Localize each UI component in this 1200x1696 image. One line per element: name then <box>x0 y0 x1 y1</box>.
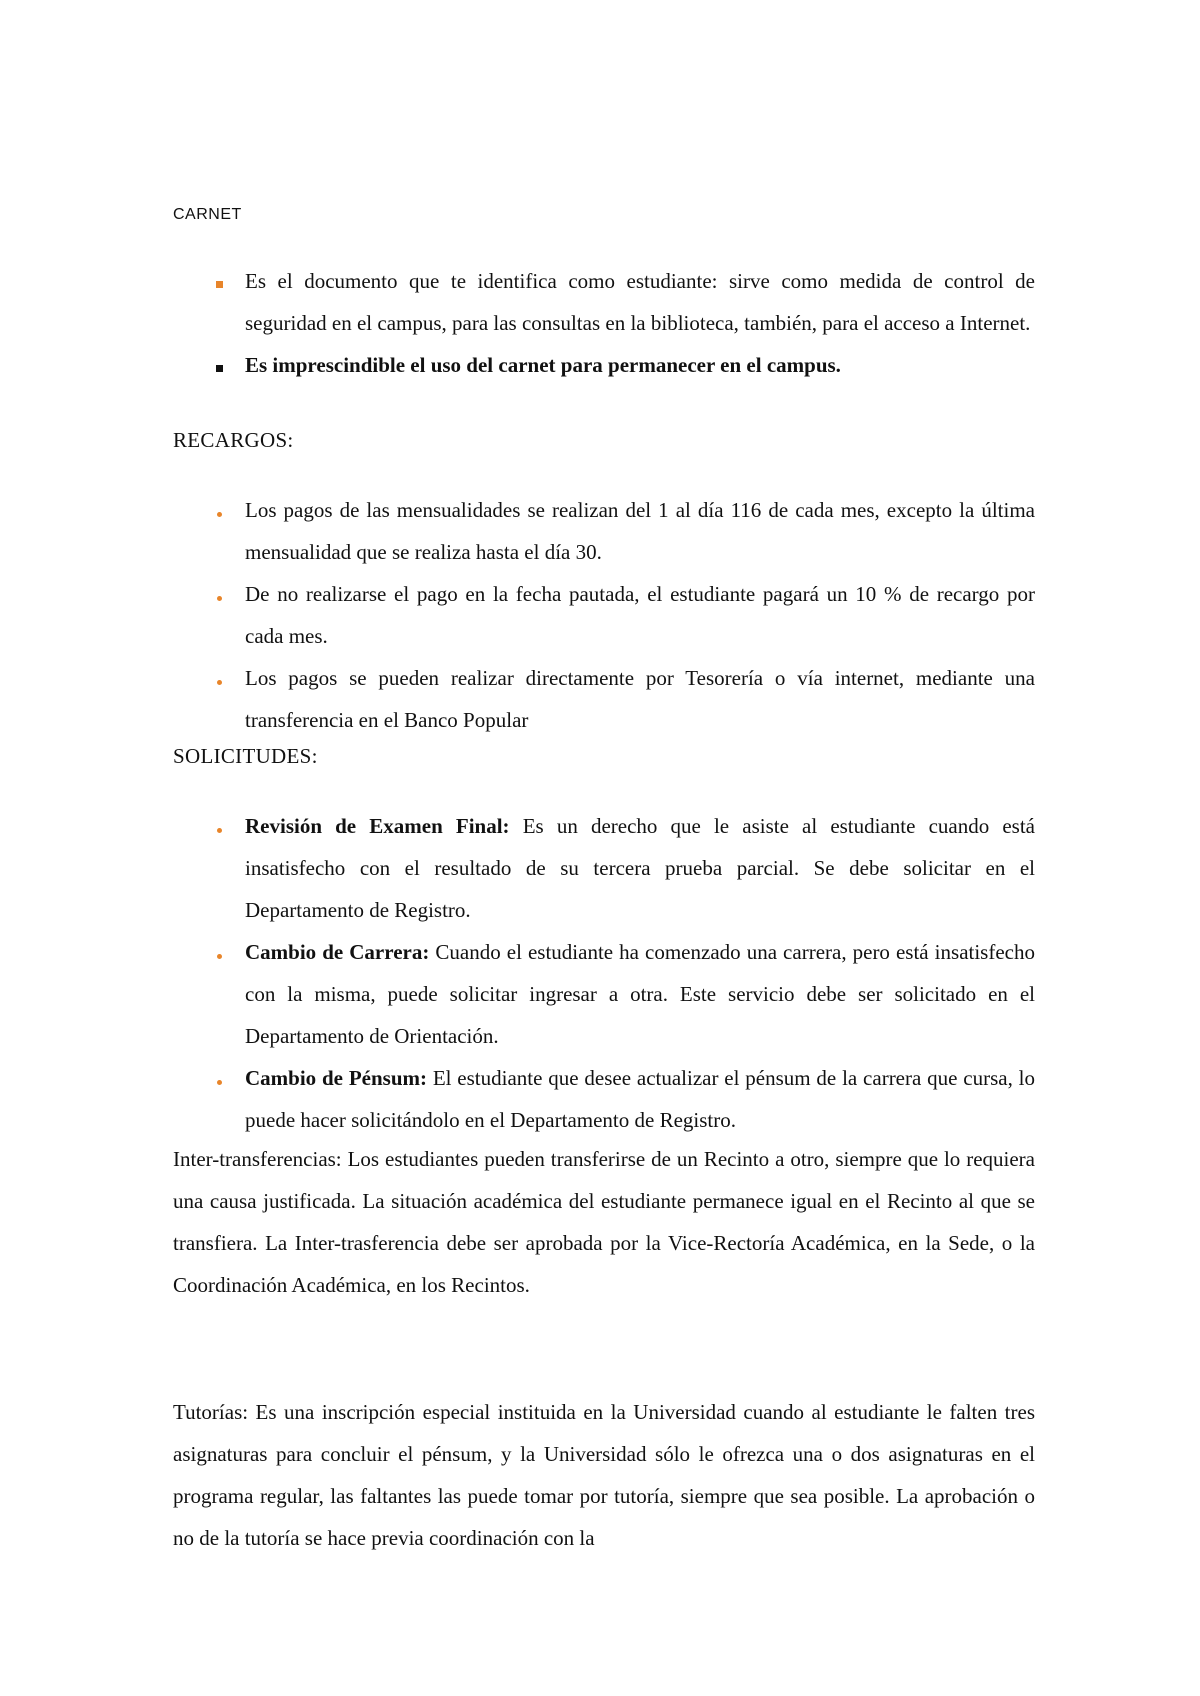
recargos-list <box>173 489 1035 741</box>
list-item-text: Los pagos se pueden realizar directamente por Tesorería o vía internet, mediante una transferencia en el Banco Popular <box>245 666 1035 732</box>
square-bullet-icon <box>209 344 229 386</box>
recargos-heading: RECARGOS: <box>173 428 294 452</box>
list-item <box>173 1057 1035 1141</box>
list-item <box>173 489 1035 573</box>
dot-bullet-icon <box>209 573 229 615</box>
list-item-text: Cuando el estudiante ha comenzado una carrera, pero está insatisfecho con la misma, puede solicitar ingresar a otra. Este servicio debe ser solicitado en el Departamento de Orientación. <box>245 940 1035 1048</box>
list-item <box>173 931 1035 1057</box>
tutorias-paragraph: Tutorías: Es una inscripción especial instituida en la Universidad cuando al estudiante le falten tres asignaturas para concluir el pénsum, y la Universidad sólo le ofrezca una o dos asignaturas en el programa regular, las faltantes las puede tomar por tutoría, siempre que sea posible. La aprobación o no de la tutoría se hace previa coordinación con la <box>173 1400 1035 1550</box>
list-item-text: Es un derecho que le asiste al estudiante cuando está insatisfecho con el resultado de su tercera prueba parcial. Se debe solicitar en el Departamento de Registro. <box>245 814 1035 922</box>
solicitudes-heading: SOLICITUDES: <box>173 744 318 768</box>
list-item-text: Los pagos de las mensualidades se realizan del 1 al día 116 de cada mes, excepto la última mensualidad que se realiza hasta el día 30. <box>245 498 1035 564</box>
list-item-text: De no realizarse el pago en la fecha pautada, el estudiante pagará un 10 % de recargo por cada mes. <box>245 582 1035 648</box>
list-item-text: El estudiante que desee actualizar el pénsum de la carrera que cursa, lo puede hacer solicitándolo en el Departamento de Registro. <box>245 1066 1036 1132</box>
list-item <box>173 573 1035 657</box>
solicitudes-list <box>173 805 1035 1141</box>
carnet-heading: CARNET <box>173 206 242 223</box>
list-item <box>173 260 1035 344</box>
dot-bullet-icon <box>209 489 229 531</box>
list-item <box>173 344 1035 386</box>
carnet-list <box>173 260 1035 386</box>
list-item-bold: Es imprescindible el uso del carnet para permanecer en el campus. <box>245 353 841 377</box>
dot-bullet-icon <box>209 931 229 973</box>
dot-bullet-icon <box>209 657 229 699</box>
list-item-bold: Cambio de Carrera: <box>245 940 430 964</box>
list-item-bold: Cambio de Pénsum: <box>245 1066 427 1090</box>
dot-bullet-icon <box>209 1057 229 1099</box>
dot-bullet-icon <box>209 805 229 847</box>
list-item <box>173 657 1035 741</box>
list-item-text: Es el documento que te identifica como estudiante: sirve como medida de control de seguridad en el campus, para las consultas en la biblioteca, también, para el acceso a Internet. <box>245 269 1035 335</box>
square-bullet-icon <box>209 260 229 302</box>
inter-transferencias-paragraph: Inter-transferencias: Los estudiantes pueden transferirse de un Recinto a otro, siempre que lo requiera una causa justificada. La situación académica del estudiante permanece igual en el Recinto al que se transfiera. La Inter-trasferencia debe ser aprobada por la Vice-Rectoría Académica, en la Sede, o la Coordinación Académica, en los Recintos. <box>173 1147 1035 1297</box>
list-item-bold: Revisión de Examen Final: <box>245 814 510 838</box>
list-item <box>173 805 1035 931</box>
